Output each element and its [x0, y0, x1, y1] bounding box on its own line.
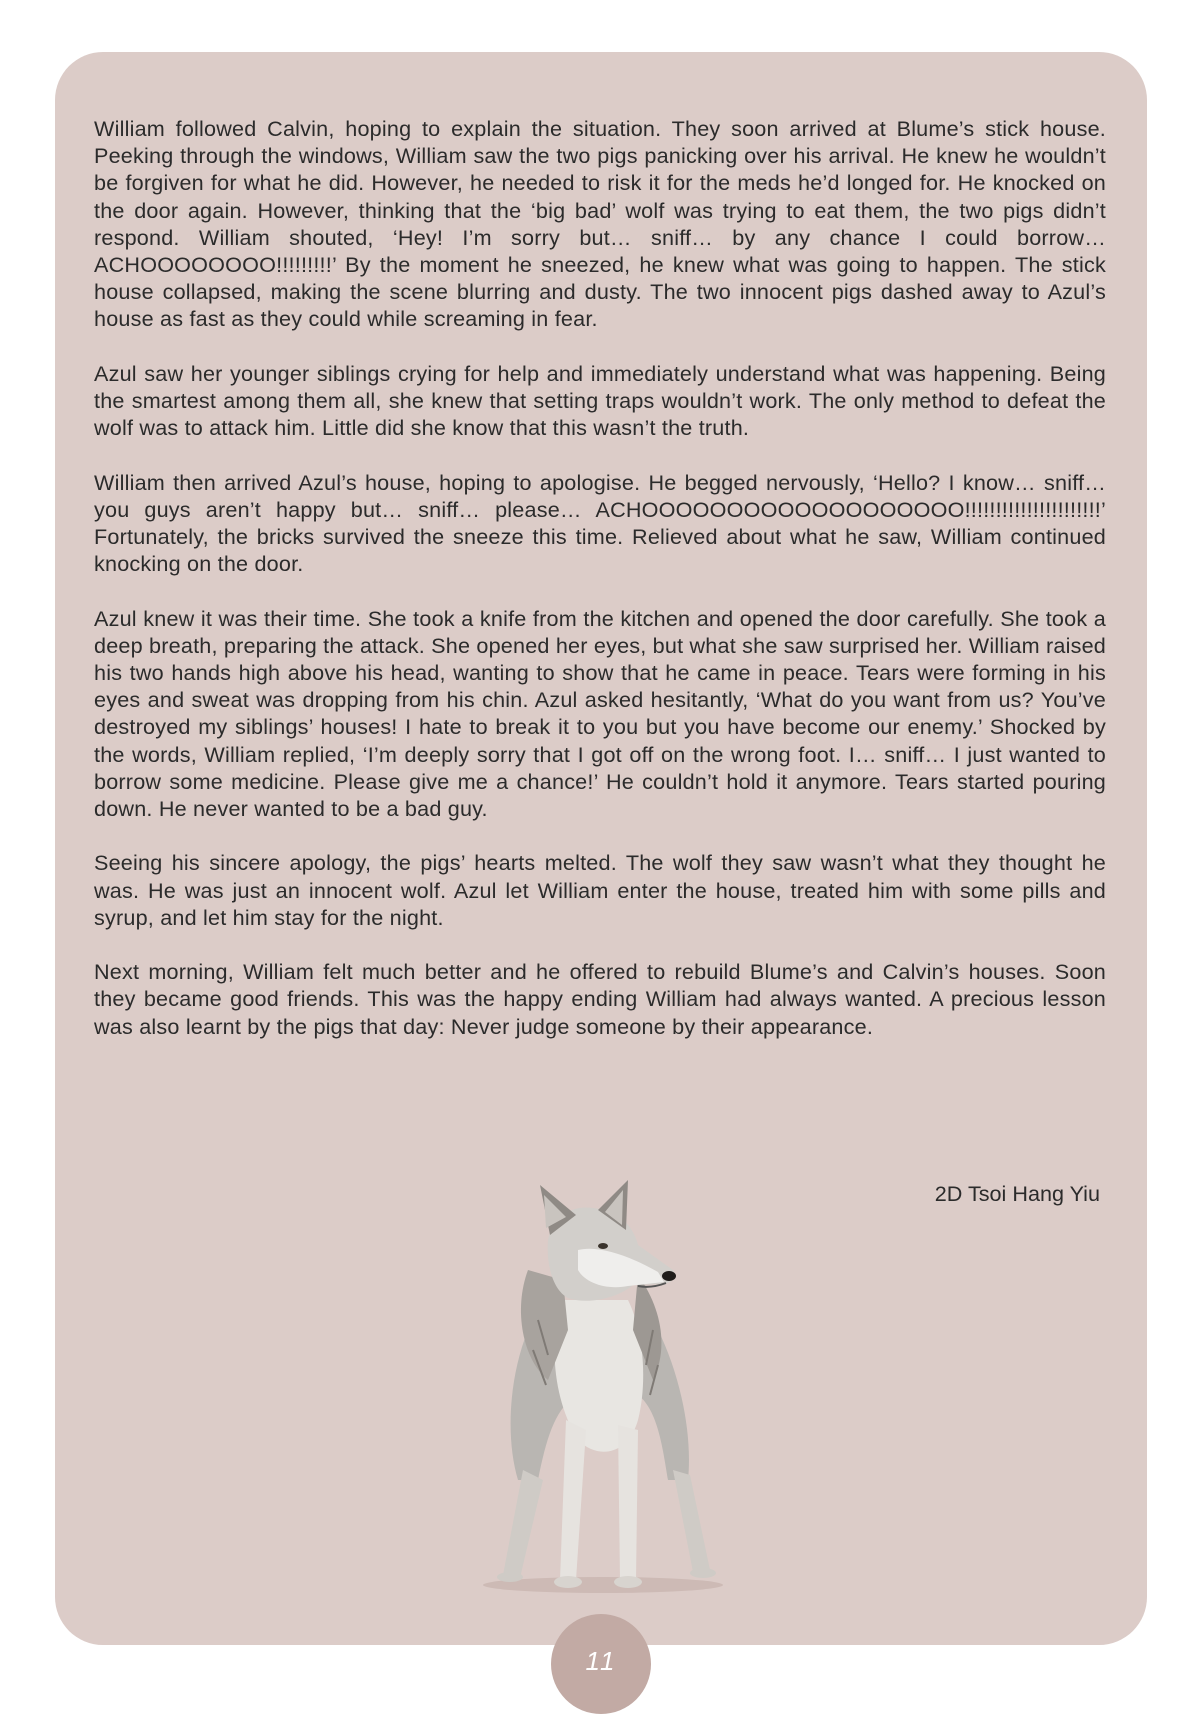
paragraph-1: William followed Calvin, hoping to explain the situation. They soon arrived at Blume’s stick house. Peeking through the windows, William saw the two pigs panicking over his arrival. He knew he wouldn’t be forgiven for what he did. However, he needed to risk it for the meds he’d longed for. He knocked on the door again. However, thinking that the ‘big bad’ wolf was trying to eat them, the two pigs didn’t respond. William shouted, ‘Hey! I’m sorry but… sniff… by any chance I could borrow… ACHOOOOOOOO!!!!!!!!!’ By the moment he sneezed, he knew what was going to happen. The stick house collapsed, making the scene blurring and dusty. The two innocent pigs dashed away to Azul’s house as fast as they could while screaming in fear.	[94, 116, 1106, 332]
paragraph-3: William then arrived Azul’s house, hoping to apologise. He begged nervously, ‘Hello? I know… sniff… you guys aren’t happy but… sniff… please… ACHOOOOOOOOOOOOOOOOOOO!!!!!!!!!!!!!!!!!!!!!!’ Fortunately, the bricks survived the sneeze this time. Relieved about what he saw, William continued knocking on the door.	[94, 469, 1106, 577]
paragraph-2: Azul saw her younger siblings crying for help and immediately understand what was happening. Being the smartest among them all, she knew that setting traps wouldn’t work. The only method to defeat the wolf was to attack him. Little did she know that this wasn’t the truth.	[94, 360, 1106, 441]
story-text	[94, 115, 1106, 1067]
paragraph-6: Next morning, William felt much better and he offered to rebuild Blume’s and Calvin’s houses. Soon they became good friends. This was the happy ending William had always wanted. A precious lesson was also learnt by the pigs that day: Never judge someone by their appearance.	[94, 959, 1106, 1039]
wolf-illustration	[468, 1180, 738, 1600]
paragraph-5: Seeing his sincere apology, the pigs’ hearts melted. The wolf they saw wasn’t what they thought he was. He was just an innocent wolf. Azul let William enter the house, treated him with some pills and syrup, and let him stay for the night.	[94, 850, 1106, 930]
paragraph-4: Azul knew it was their time. She took a knife from the kitchen and opened the door carefully. She took a deep breath, preparing the attack. She opened her eyes, but what she saw surprised her. William raised his two hands high above his head, wanting to show that he came in peace. Tears were forming in his eyes and sweat was dropping from his chin. Azul asked hesitantly, ‘What do you want from us? You’ve destroyed my siblings’ houses! I hate to break it to you but you have become our enemy.’ Shocked by the words, William replied, ‘I’m deeply sorry that I got off on the wrong foot. I… sniff… I just wanted to borrow some medicine. Please give me a chance!’ He couldn’t hold it anymore. Tears started pouring down. He never wanted to be a bad guy.	[94, 605, 1106, 822]
page-number: 11	[585, 1646, 617, 1676]
author-credit: 2D Tsoi Hang Yiu	[934, 1181, 1100, 1206]
